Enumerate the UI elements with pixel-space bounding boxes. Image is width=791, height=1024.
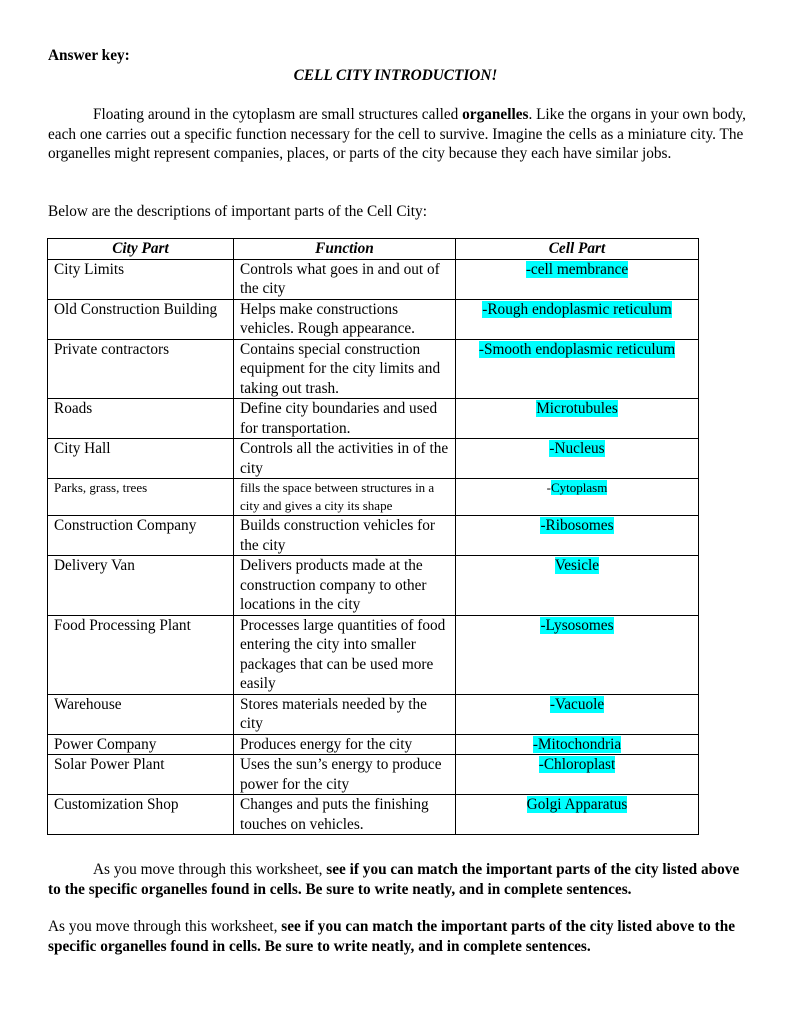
cell-part-answer: Golgi Apparatus (526, 796, 628, 813)
cell-city-table (47, 238, 699, 835)
cell-part-cell (456, 556, 699, 616)
function-cell: Delivers products made at the construction company to other locations in the city (234, 556, 456, 616)
table-row (48, 755, 699, 795)
cell-part-answer: -Mitochondria (532, 735, 622, 753)
cell-part-answer: Cytoplasm (551, 480, 608, 495)
page-title: CELL CITY INTRODUCTION! (293, 67, 498, 84)
function-cell: Changes and puts the finishing touches on vehicles. (234, 795, 456, 835)
header-cell-part: Cell Part (456, 239, 699, 260)
intro-text-start: Floating around in the cytoplasm are small structures called (93, 106, 463, 123)
function-cell: Helps make constructions vehicles. Rough appearance. (234, 299, 456, 339)
cell-part-answer: -Nucleus (549, 440, 605, 457)
city-part-cell: Parks, grass, trees (48, 479, 234, 516)
intro-term: organelles (462, 106, 529, 123)
cell-part-answer: -Lysosomes (540, 616, 614, 634)
city-part-cell: Roads (48, 399, 234, 439)
function-cell: Processes large quantities of food entering the city into smaller packages that can be used more easily (234, 615, 456, 694)
city-part-cell: Construction Company (48, 516, 234, 556)
function-cell: Controls all the activities in of the city (234, 439, 456, 479)
function-cell: Produces energy for the city (234, 734, 456, 755)
cell-part-cell (456, 734, 699, 755)
table-row (48, 299, 699, 339)
intro-text-end: . Like the organs in your own body, each one carries out a specific function necessary for the cell to survive. Imagine the cells as a miniature city. The organelles might represent companies, places, or parts of the city because they each have similar jobs. (48, 106, 746, 162)
table-row (48, 399, 699, 439)
function-cell: Contains special construction equipment for the city limits and taking out trash. (234, 339, 456, 399)
function-cell: fills the space between structures in a city and gives a city its shape (234, 479, 456, 516)
table-row (48, 795, 699, 835)
city-part-cell: Food Processing Plant (48, 615, 234, 694)
function-cell: Define city boundaries and used for transportation. (234, 399, 456, 439)
table-row (48, 734, 699, 755)
table-row (48, 516, 699, 556)
cell-part-cell (456, 339, 699, 399)
closing-paragraph (48, 917, 748, 956)
table-row (48, 259, 699, 299)
header-function: Function (234, 239, 456, 260)
answer-key-heading: Answer key: (48, 47, 130, 64)
city-part-cell: Customization Shop (48, 795, 234, 835)
table-row (48, 479, 699, 516)
cell-part-answer: Vesicle (554, 557, 600, 574)
closing-text-plain: As you move through this worksheet, (48, 918, 282, 935)
closing-text-plain: As you move through this worksheet, (93, 861, 327, 878)
table-row (48, 556, 699, 616)
function-cell: Controls what goes in and out of the city (234, 259, 456, 299)
city-part-cell: Delivery Van (48, 556, 234, 616)
cell-part-prefix: - (546, 480, 551, 495)
closing-paragraph-indented (48, 860, 748, 899)
cell-part-answer: -Smooth endoplasmic reticulum (478, 340, 676, 358)
closing-text-bold: see if you can match the important parts of the city listed above to the specific organelles found in cells. Be sure to write neatly, and in complete sentences. (48, 918, 736, 955)
city-part-cell: Private contractors (48, 339, 234, 399)
closing-text-bold: see if you can match the important parts of the city listed above to the specific organelles found in cells. Be sure to write neatly, and in complete sentences. (48, 861, 740, 898)
cell-part-answer: -Ribosomes (540, 517, 614, 534)
cell-part-answer: -Chloroplast (538, 756, 616, 773)
cell-part-cell (456, 299, 699, 339)
city-part-cell: Old Construction Building (48, 299, 234, 339)
table-lead-text: Below are the descriptions of important parts of the Cell City: (48, 203, 427, 220)
function-cell: Stores materials needed by the city (234, 694, 456, 734)
cell-part-cell (456, 694, 699, 734)
cell-part-cell (456, 516, 699, 556)
city-part-cell: City Hall (48, 439, 234, 479)
function-cell: Uses the sun’s energy to produce power for the city (234, 755, 456, 795)
cell-part-cell (456, 259, 699, 299)
city-part-cell: Power Company (48, 734, 234, 755)
table-row (48, 439, 699, 479)
city-part-cell: Solar Power Plant (48, 755, 234, 795)
cell-part-answer: -cell membrance (525, 260, 629, 278)
cell-part-answer: Microtubules (536, 400, 618, 417)
cell-part-cell (456, 615, 699, 694)
city-part-cell: Warehouse (48, 694, 234, 734)
table-header-row (48, 239, 699, 260)
cell-part-cell (456, 439, 699, 479)
table-row (48, 615, 699, 694)
city-part-cell: City Limits (48, 259, 234, 299)
intro-paragraph (48, 105, 748, 164)
table-row (48, 339, 699, 399)
function-cell: Builds construction vehicles for the city (234, 516, 456, 556)
cell-part-cell (456, 399, 699, 439)
table-row (48, 694, 699, 734)
cell-part-answer: -Vacuole (549, 695, 605, 713)
header-city-part: City Part (48, 239, 234, 260)
cell-part-cell (456, 795, 699, 835)
cell-part-cell (456, 479, 699, 516)
cell-part-answer: -Rough endoplasmic reticulum (482, 300, 672, 318)
cell-part-cell (456, 755, 699, 795)
